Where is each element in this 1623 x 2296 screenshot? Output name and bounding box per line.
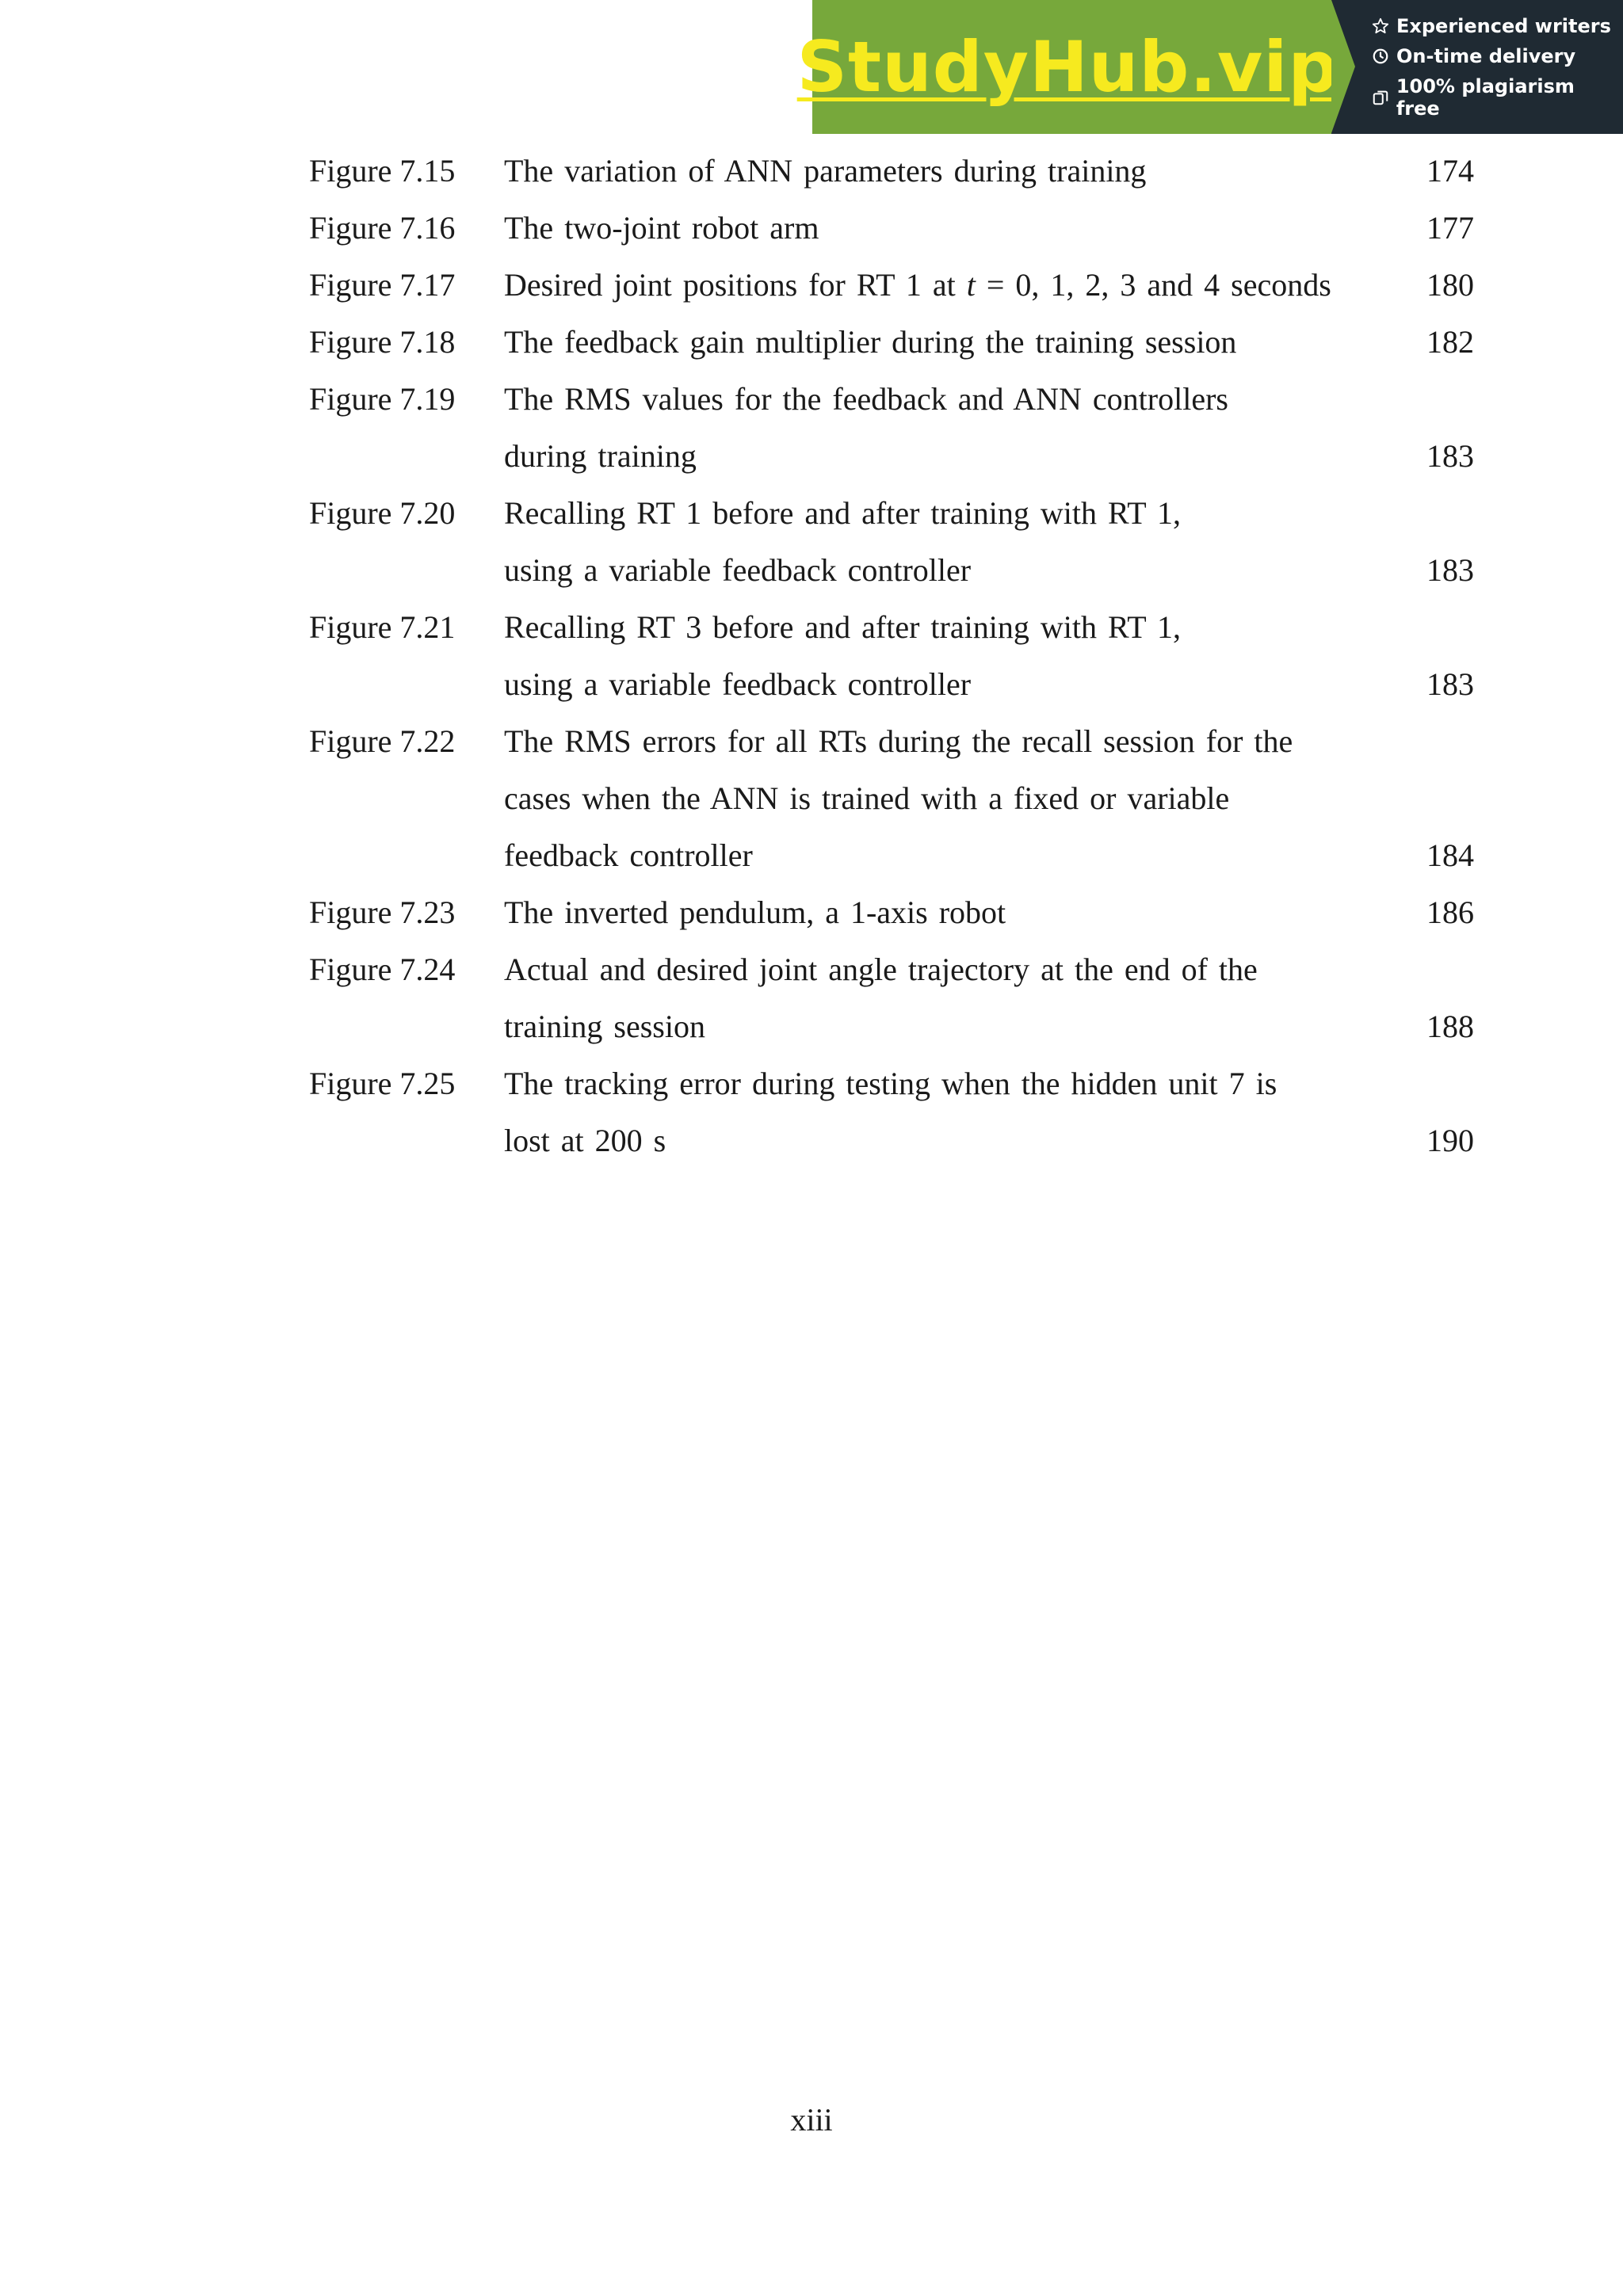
figure-caption: The RMS values for the feedback and ANN controllers during training [504, 381, 1228, 474]
figure-entry[interactable] [309, 884, 1474, 941]
figure-caption: The tracking error during testing when the hidden unit 7 is lost at 200 s [504, 1066, 1277, 1158]
figure-page: 182 [1426, 324, 1474, 360]
figure-caption: The two-joint robot arm [504, 210, 819, 246]
figure-caption: The inverted pendulum, a 1-axis robot [504, 894, 1006, 930]
feature-item [1371, 15, 1623, 37]
studyhub-banner[interactable] [796, 0, 1623, 134]
figure-caption: Recalling RT 1 before and after training with RT 1, using a variable feedback controller [504, 495, 1181, 588]
figure-page: 180 [1426, 267, 1474, 303]
figure-number: Figure 7.18 [309, 324, 456, 360]
figure-number: Figure 7.21 [309, 609, 456, 645]
page-number: xiii [790, 2102, 833, 2138]
features-panel [1331, 0, 1623, 134]
clock-icon [1371, 47, 1390, 66]
figure-page: 183 [1426, 552, 1474, 588]
figure-number: Figure 7.16 [309, 210, 456, 246]
figure-page: 186 [1426, 894, 1474, 930]
figure-caption: Actual and desired joint angle trajectory at the end of the training session [504, 952, 1258, 1044]
figure-caption: The feedback gain multiplier during the training session [504, 324, 1237, 360]
figure-page: 174 [1426, 153, 1474, 189]
feature-item [1371, 75, 1623, 120]
figure-page: 190 [1426, 1123, 1474, 1158]
figure-caption: The variation of ANN parameters during training [504, 153, 1147, 189]
figure-entry[interactable] [309, 1055, 1474, 1169]
list-of-figures [309, 143, 1474, 1169]
figure-caption: Recalling RT 3 before and after training with RT 1, using a variable feedback controller [504, 609, 1181, 702]
figure-entry[interactable] [309, 371, 1474, 485]
feature-label: On-time delivery [1396, 44, 1576, 67]
figure-page: 188 [1426, 1009, 1474, 1044]
figure-page: 183 [1426, 438, 1474, 474]
figure-caption: The RMS errors for all RTs during the recall session for the cases when the ANN is trained with a fixed or variable feedback controller [504, 723, 1293, 873]
figure-entry[interactable] [309, 143, 1474, 200]
copy-icon [1371, 88, 1390, 107]
figure-entry[interactable] [309, 713, 1474, 884]
figure-entry[interactable] [309, 257, 1474, 314]
brand-panel [796, 0, 1339, 134]
figure-caption: Desired joint positions for RT 1 at t = 0, 1, 2, 3 and 4 seconds [504, 267, 1331, 303]
figure-entry[interactable] [309, 599, 1474, 713]
figure-number: Figure 7.19 [309, 381, 456, 417]
figure-entry[interactable] [309, 314, 1474, 371]
brand-logo[interactable]: StudyHub.vip [796, 26, 1339, 108]
italic-variable: t [966, 267, 976, 303]
figure-number: Figure 7.15 [309, 153, 456, 189]
figure-page: 183 [1426, 666, 1474, 702]
star-icon [1371, 17, 1390, 36]
figure-number: Figure 7.23 [309, 894, 456, 930]
feature-label: 100% plagiarism free [1396, 74, 1575, 120]
figure-number: Figure 7.25 [309, 1066, 456, 1101]
figure-number: Figure 7.22 [309, 723, 456, 759]
figure-number: Figure 7.17 [309, 267, 456, 303]
figure-entry[interactable] [309, 485, 1474, 599]
figure-page: 177 [1426, 210, 1474, 246]
figure-entry[interactable] [309, 200, 1474, 257]
figure-number: Figure 7.24 [309, 952, 456, 987]
feature-item [1371, 45, 1623, 67]
figure-entry[interactable] [309, 941, 1474, 1055]
figure-number: Figure 7.20 [309, 495, 456, 531]
figure-page: 184 [1426, 837, 1474, 873]
feature-label: Experienced writers [1396, 14, 1611, 37]
